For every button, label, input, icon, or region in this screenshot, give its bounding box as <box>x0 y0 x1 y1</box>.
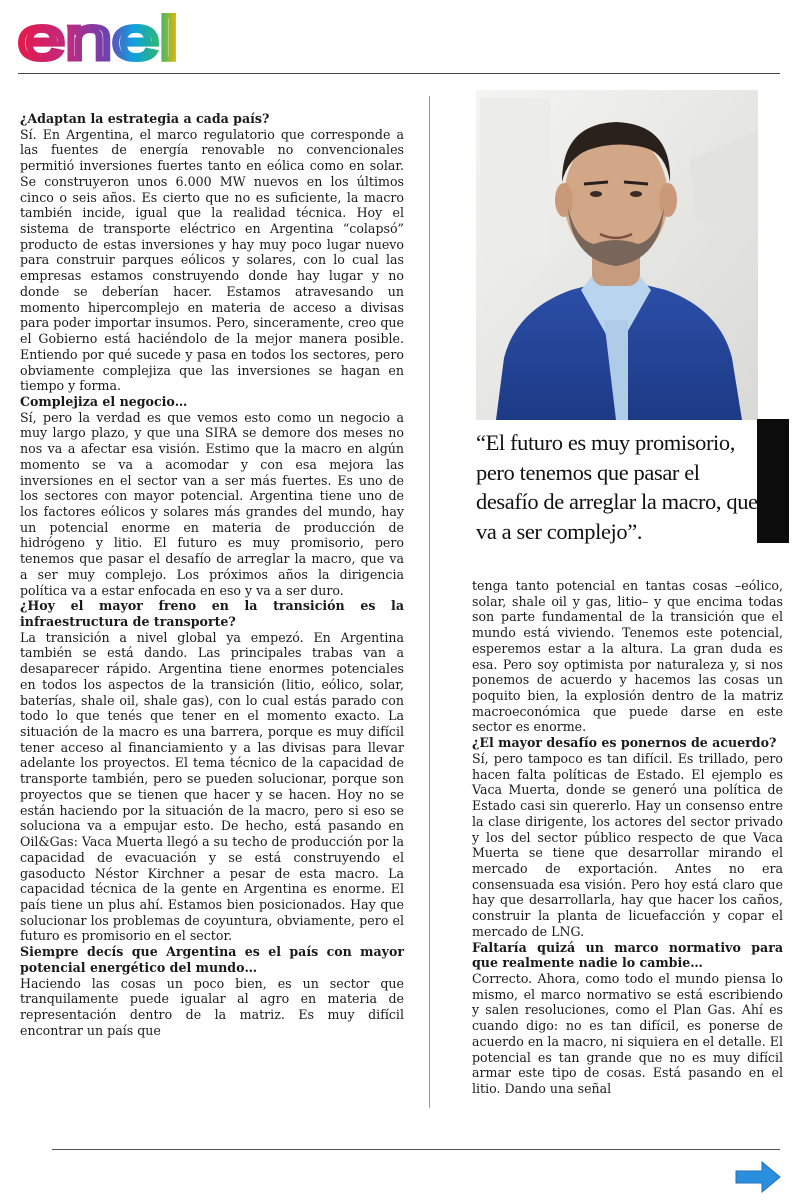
right-eye <box>630 191 642 197</box>
interview-answer: Haciendo las cosas un poco bien, es un sector que tranquilamente puede igualar al agro en materia de representación dentro de la matriz. Es muy difícil encontrar un país que <box>20 975 404 1038</box>
interview-question: ¿Adaptan la estrategia a cada país? <box>20 111 270 126</box>
article-left-column <box>20 111 404 1038</box>
enel-logo-text: enel <box>18 5 178 68</box>
interview-answer: Sí, pero la verdad es que vemos esto como un negocio a muy largo plazo, y que una SIRA se demore dos meses no nos va a afectar esa visión. Estimo que la macro en algún momento se va a acomodar y con esa mejora las inversiones en el sector van a ser más fuertes. Es uno de los sectores con mayor potencial. Argentina tiene uno de los factores eólicos y solares más grandes del mundo, hay un potencial enorme en materia de producción de hidrógeno y litio. El futuro es muy promisorio, pero tenemos que pasar el desafío de arreglar la macro, que va a ser muy complejo. Los próximos años la dirigencia política va a estar enfocada en eso y va a ser duro. <box>20 409 404 598</box>
article-right-column <box>472 578 783 1097</box>
interview-answer: Sí. En Argentina, el marco regulatorio que corresponde a las fuentes de energía renovable no convencionales permitió inversiones fuertes tanto en eólica como en solar. Se construyeron unos 6.000 MW nuevos en los últimos cinco o seis años. Es cierto que no es suficiente, la macro también incide, igual que la realidad técnica. Hoy el sistema de transporte eléctrico en Argentina “colapsó” producto de estas inversiones y hay muy poco lugar nuevo para construir parques eólicos y solares, con lo cual las empresas estamos construyendo donde hay lugar y no donde se deberían hacer. Estamos atravesando un momento hipercomplejo en materia de acceso a divisas para poder importar insumos. Pero, sinceramente, creo que el Gobierno está haciéndolo de la mejor manera posible. Entiendo por qué sucede y pasa en todos los sectores, pero obviamente complejiza que las inversiones se hagan en tiempo y forma. <box>20 126 404 394</box>
enel-logo <box>18 4 182 68</box>
portrait-photo <box>476 90 758 420</box>
right-arrow-shape <box>736 1162 780 1192</box>
footer-rule <box>52 1149 780 1150</box>
interview-answer: La transición a nivel global ya empezó. En Argentina también se está dando. Las principales trabas van a desaparecer rápido. Argentina tiene enormes potenciales en todos los aspectos de la transición (litio, eólico, solar, baterías, shale oil, shale gas), con lo cual estás parado con todo lo que tenés que tener en el momento exacto. La situación de la macro es una barrera, porque es muy difícil tener acceso al financiamiento y a las divisas para llevar adelante los proyectos. El tema técnico de la capacidad de transporte también, pero se pueden solucionar, porque son proyectos que se tienen que hacer y se hacen. Hoy no se están haciendo por la situación de la macro, pero si eso se soluciona va a empujar esto. De hecho, está pasando en Oil&Gas: Vaca Muerta llegó a su techo de producción por la capacidad de evacuación y se está construyendo el gasoducto Néstor Kirchner a pesar de esta macro. La capacidad técnica de la gente en Argentina es enorme. El país tiene un plus ahí. Estamos bien posicionados. Hay que solucionar los problemas de coyuntura, obviamente, pero el futuro es promisorio en el sector. <box>20 629 404 944</box>
left-ear <box>555 183 573 217</box>
header-rule <box>18 73 780 74</box>
right-ear <box>659 183 677 217</box>
photo-window-frame <box>480 98 550 258</box>
interview-question: ¿El mayor desafío es ponernos de acuerdo? <box>472 735 777 751</box>
column-divider <box>429 96 430 1108</box>
right-arrow-icon[interactable] <box>734 1160 782 1194</box>
interview-question: Faltaría quizá un marco normativo para que realmente nadie lo cambie… <box>472 939 783 971</box>
interview-question: Siempre decís que Argentina es el país con mayor potencial energético del mundo… <box>20 944 404 975</box>
interview-answer: Sí, pero tampoco es tan difícil. Es trillado, pero hacen falta políticas de Estado. El ejemplo es Vaca Muerta, donde se generó una política de Estado casi sin quererlo. Hay un consenso entre la clase dirigente, los actores del sector privado y los del sector público respecto de que Vaca Muerta se tiene que desarrollar mirando el mercado de exportación. Antes no era consensuada esa visión. Pero hoy está claro que hay que desarrollarla, hay que hacer los caños, construir la planta de licuefacción y copar el mercado de LNG. <box>472 750 783 939</box>
interview-question: Complejiza el negocio… <box>20 393 188 409</box>
pull-quote: “El futuro es muy promisorio, pero tenemos que pasar el desafío de arreglar la macro, que va a ser complejo”. <box>476 430 758 544</box>
left-eye <box>590 191 602 197</box>
interview-answer: Correcto. Ahora, como todo el mundo piensa lo mismo, el marco normativo se está escribiendo y salen resoluciones, como el Plan Gas. Ahí es cuando digo: no es tan difícil, es ponerse de acuerdo en la macro, ni siquiera en el detalle. El potencial es tan grande que no es muy difícil armar este tipo de cosas. Está pasando en el litio. Dando una señal <box>472 970 783 1096</box>
interview-question: ¿Hoy el mayor freno en la transición es la infraestructura de transporte? <box>20 598 404 629</box>
interview-answer: tenga tanto potencial en tantas cosas –eólico, solar, shale oil y gas, litio– y que encima todas son parte fundamental de la transición que el mundo está viviendo. Tenemos este potencial, esperemos estar a la altura. La gran duda es esa. Pero soy optimista por naturaleza y, si nos ponemos de acuerdo y hacemos las cosas un poquito bien, la explosión dentro de la matriz macroeconómica que puede darse en este sector es enorme. <box>472 578 783 735</box>
